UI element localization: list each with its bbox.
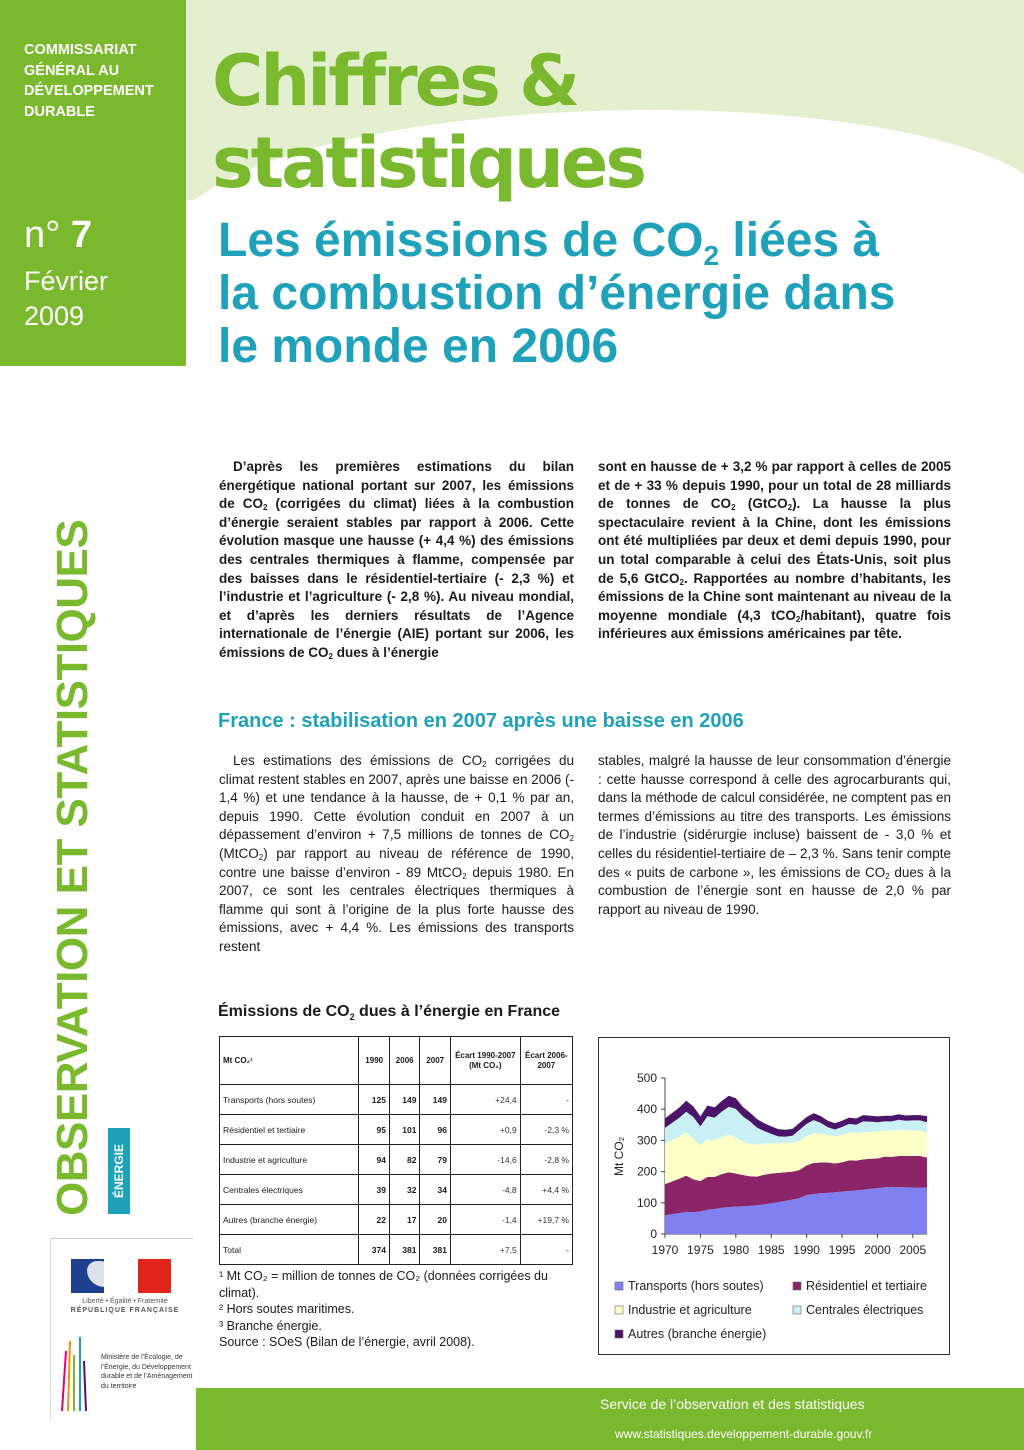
table-cell: 39 [359,1175,390,1205]
x-tick-label: 1995 [828,1243,856,1257]
issue-year: 2009 [24,301,85,331]
table-header-row [220,1037,573,1085]
table-cell: +19,7 % [520,1205,572,1235]
issue-month: Février [24,266,109,296]
table-source: Source : SOeS (Bilan de l’énergie, avril 2008). [219,1335,475,1349]
table-cell: Résidentiel et tertiaire [220,1115,359,1145]
table-row [220,1115,573,1145]
table-cell: Transports (hors soutes) [220,1085,359,1115]
table-cell: -2,3 % [520,1115,572,1145]
table-note: ² Hors soutes maritimes. [219,1302,355,1316]
legend-swatch [615,1306,623,1314]
table-cell: 22 [359,1205,390,1235]
intro-right-column: sont en hausse de + 3,2 % par rapport à celles de 2005 et de + 33 % depuis 1990, pour un total de 28 milliards de tonnes de $CO_2$ (GtCO$_2$). La hausse la plus spectaculaire revient à la Chine, dont les émissions ont été multipliées par deux et demi depuis 1990, pour un total comparable à celui des États-Unis, soit plus de 5,6 GtCO$_2$. Rapportées au nombre d’habitants, les émissions de la Chine sont maintenant au niveau de la moyenne mondiale (4,3 tCO$_2$/habitant), quatre fois inférieures aux émissions américaines par tête. [598,459,951,642]
y-tick-label: 300 [636,1133,657,1148]
intro-left-column: D’après les premières estimations du bilan énergétique national portant sur 2007, les émissions de $CO_2$ (corrigées du climat) liées à la combustion d’énergie seraient stables par rapport à 2006. Cette évolution masque une hausse (+ 4,4 %) des émissions des centrales thermiques à flamme, compensée par des baisses dans le résidentiel-tertiaire (- 2,3 %) et l’industrie et l’agriculture (- 2,8 %). Au niveau mondial, et d’après les derniers résultats de l’Agence internationale de l’énergie (AIE) portant sur 2006, les émissions de $CO_2$ dues à l’énergie [219,459,574,661]
title-line3: le monde en 2006 [218,320,619,373]
y-tick-label: 400 [636,1102,657,1117]
x-tick-label: 1990 [793,1243,820,1257]
vertical-label-wrap [48,520,98,1216]
table-cell: 381 [420,1235,451,1265]
table-cell: +24,4 [450,1085,520,1115]
legend-swatch [615,1282,623,1290]
y-tick-label: 0 [650,1227,657,1241]
table-cell: 17 [389,1205,420,1235]
x-tick-label: 1980 [722,1243,750,1257]
table-cell: 79 [420,1145,451,1175]
table-cell: +0,9 [450,1115,520,1145]
table-cell: 95 [359,1115,390,1145]
x-tick-label: 1985 [757,1243,785,1257]
table-cell: 381 [389,1235,420,1265]
issue-number-value: 7 [70,214,93,256]
rf-motto: Liberté • Égalité • Fraternité RÉPUBLIQUE FRANÇAISE [70,1298,180,1314]
issue-prefix: n° [24,214,61,256]
table-header: 1990 [359,1037,390,1085]
table-note: ¹ Mt CO₂ = million de tonnes de CO₂ (données corrigées du climat). [219,1269,548,1300]
legend-label: Transports (hors soutes) [628,1279,764,1293]
x-tick-label: 1970 [651,1243,679,1257]
y-tick-label: 100 [636,1195,657,1210]
table-header: 2007 [420,1037,451,1085]
title-line2: la combustion d’énergie dans [218,267,896,320]
theme-tab-label: ÉNERGIE [112,1144,126,1199]
section-left-column: Les estimations des émissions de $CO_2$ corrigées du climat restent stables en 2007, après une baisse en 2006 (- 1,4 %) et une tendance à la hausse, de + 0,1 % par an, depuis 1990. Cette évolution conduit en 2007 à un dépassement d’environ + 7,5 millions de tonnes de $CO_2$ (MtCO$_2$) par rapport au niveau de référence de 1990, contre une baisse d’environ - 89 MtCO$_2$ depuis 1980. En 2007, ce sont les centrales électriques thermiques à flamme qui sont à l’origine de la plus forte hausse des émissions, avec + 4,4 %. Les émissions des transports restent [219,753,574,954]
table-cell: 149 [420,1085,451,1115]
table-notes [219,1268,579,1351]
table-cell: Industrie et agriculture [220,1145,359,1175]
table-row [220,1175,573,1205]
table-cell: 96 [420,1115,451,1145]
footer-url[interactable]: www.statistiques.developpement-durable.gouv.fr [615,1427,873,1441]
legend-label: Autres (branche énergie) [628,1327,767,1341]
table-cell: -2,8 % [520,1145,572,1175]
table-cell: 32 [389,1175,420,1205]
issue-number [24,214,92,257]
emissions-table [219,1036,573,1265]
table-cell: 149 [389,1085,420,1115]
x-tick-label: 2000 [864,1243,891,1257]
logos-box [50,1238,193,1420]
chart-canvas [599,1038,951,1356]
table-title: Émissions de $CO_2$ dues à l’énergie en France [218,1003,561,1023]
page-title [218,214,1008,373]
table-row [220,1205,573,1235]
table-cell: -4,8 [450,1175,520,1205]
y-axis-label: Mt CO₂ [612,1136,626,1176]
table-row [220,1235,573,1265]
table-cell: 125 [359,1085,390,1115]
table-cell: 34 [420,1175,451,1205]
theme-tab [108,1128,130,1214]
legend-label: Centrales électriques [806,1303,924,1317]
table-cell: +4,4 % [520,1175,572,1205]
section-title: France : stabilisation en 2007 après une baisse en 2006 [218,710,744,732]
republique-francaise-logo [71,1259,171,1293]
legend-swatch [793,1306,801,1314]
table-cell: 20 [420,1205,451,1235]
ministry-logo-icon [56,1331,94,1417]
table-cell: 374 [359,1235,390,1265]
table-cell: 82 [389,1145,420,1175]
y-tick-label: 500 [636,1071,657,1085]
table-header: 2006 [389,1037,420,1085]
issue-date [24,264,184,334]
table-cell: +7,5 [450,1235,520,1265]
table-cell: -14,6 [450,1145,520,1175]
section-right-column: stables, malgré la hausse de leur consommation d’énergie : cette hausse correspond à celle des agrocarburants qui, dans la méthode de calcul considérée, ne comptent pas en termes d’émissions au titre des transports. Les émissions de l’industrie (sidérurgie incluse) baissent de - 3,0 % et celles du résidentiel-tertiaire de – 2,3 %. Sans tenir compte des « puits de carbone », les émissions de $CO_2$ dues à la combustion de l’énergie sont en hausse de 2,0 % par rapport au niveau de 1990. [598,753,952,917]
legend-swatch [615,1330,623,1338]
title-line1: Les émissions de $CO_2$ liées à [218,214,880,271]
x-tick-label: 1975 [687,1243,714,1257]
table-row [220,1145,573,1175]
table-header: Écart 2006-2007 [520,1037,572,1085]
emissions-chart [598,1037,950,1355]
table-cell: -1,4 [450,1205,520,1235]
publication-title: Chiffres & statistiques [212,40,645,204]
table-cell: Total [220,1235,359,1265]
legend-swatch [793,1282,801,1290]
organization-name: COMMISSARIAT GÉNÉRAL AU DÉVELOPPEMENT DURABLE [24,42,154,120]
table-note: ³ Branche énergie. [219,1318,322,1333]
table-cell: Centrales électriques [220,1175,359,1205]
table-cell: - [520,1235,572,1265]
legend-label: Résidentiel et tertiaire [806,1279,927,1293]
table-cell: 101 [389,1115,420,1145]
vertical-label: OBSERVATION ET STATISTIQUES [48,519,97,1216]
x-tick-label: 2005 [899,1243,927,1257]
footer-service: Service de l’observation et des statistiques [600,1396,865,1412]
ministry-name: Ministère de l’Écologie, de l’Énergie, du Développement durable et de l’Aménagement du territoire [101,1354,193,1390]
table-cell: Autres (branche énergie) [220,1205,359,1235]
table-cell: - [520,1085,572,1115]
table-cell: 94 [359,1145,390,1175]
legend-label: Industrie et agriculture [628,1303,752,1317]
table-row [220,1085,573,1115]
y-tick-label: 200 [636,1164,657,1179]
table-header: Mt CO₂¹ [220,1037,359,1085]
table-header: Écart 1990-2007 (Mt CO₂) [450,1037,520,1085]
